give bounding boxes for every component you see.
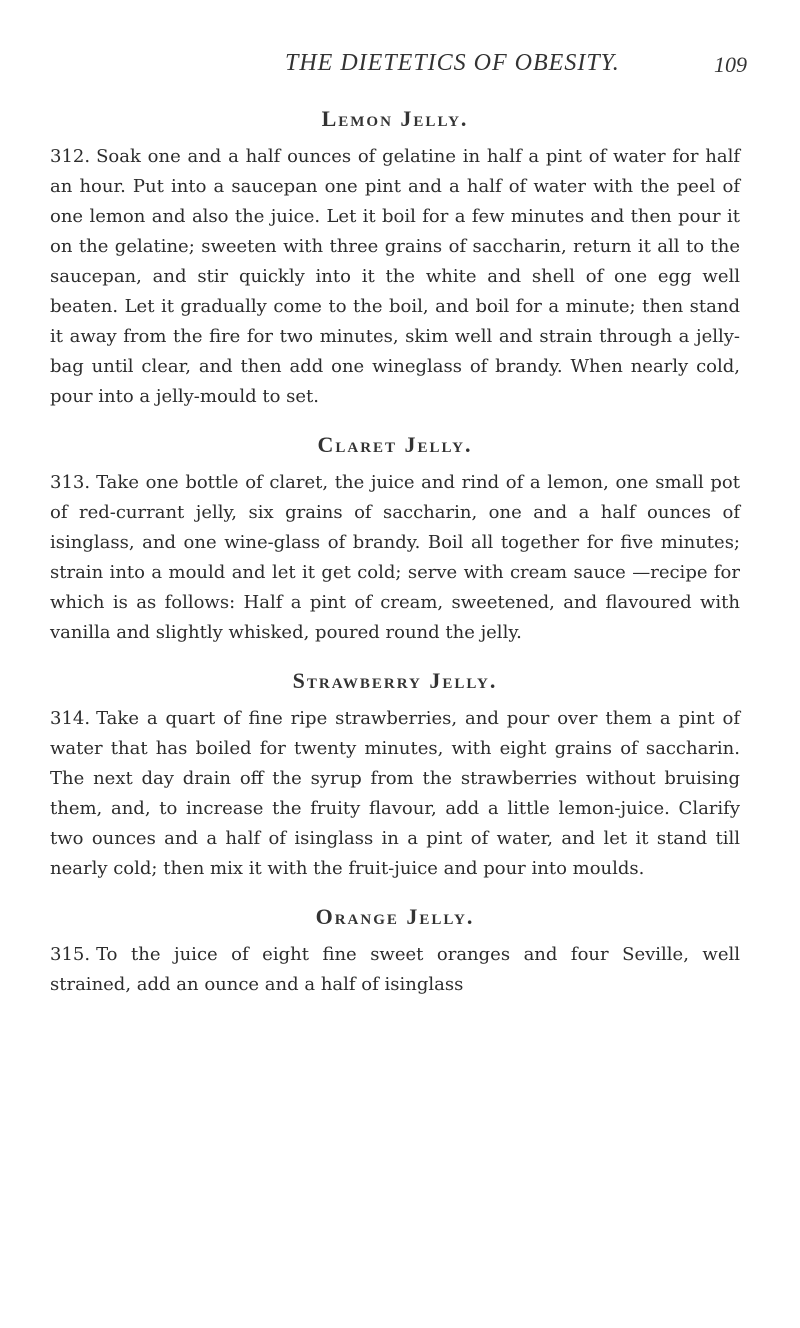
recipe-strawberry-jelly [50, 666, 740, 884]
recipe-instructions: To the juice of eight fine sweet oranges and four Seville, well strained, add an ounce and a half of isinglass [50, 944, 740, 995]
recipe-title: Orange Jelly. [315, 904, 475, 929]
running-title: THE DIETETICS OF OBESITY. [285, 50, 620, 76]
recipe-number: 314. [50, 708, 91, 729]
recipe-text [50, 468, 740, 648]
recipe-instructions: Take a quart of fine ripe strawberries, and pour over them a pint of water that has boiled for twenty minutes, with eight grains of saccharin. The next day drain off the syrup from the strawberries without bruising them, and, to increase the fruity flavour, add a little lemon-juice. Clarify two ounces and a half of isinglass in a pint of water, and let it stand till nearly cold; then mix it with the fruit-juice and pour into moulds. [50, 708, 740, 879]
recipe-number: 313. [50, 472, 91, 493]
recipe-claret-jelly [50, 430, 740, 648]
recipe-text [50, 940, 740, 1000]
recipe-lemon-jelly [50, 104, 740, 412]
recipe-instructions: Take one bottle of claret, the juice and rind of a lemon, one small pot of red-currant jelly, six grains of saccharin, one and a half ounces of isinglass, and one wine-glass of brandy. Boil all together for five minutes; strain into a mould and let it get cold; serve with cream sauce —recipe for which is as follows: Half a pint of cream, sweetened, and flavoured with vanilla and slightly whisked, poured round the jelly. [50, 472, 740, 643]
recipe-text [50, 704, 740, 884]
recipe-title: Strawberry Jelly. [292, 668, 498, 693]
recipe-number: 312. [50, 146, 91, 167]
recipe-instructions: Soak one and a half ounces of gelatine in half a pint of water for half an hour. Put into a saucepan one pint and a half of water with the peel of one lemon and also the juice. Let it boil for a few minutes and then pour it on the gelatine; sweeten with three grains of saccharin, return it all to the saucepan, and stir quickly into it the white and shell of one egg well beaten. Let it gradually come to the boil, and boil for a minute; then stand it away from the fire for two minutes, skim well and strain through a jelly-bag until clear, and then add one wineglass of brandy. When nearly cold, pour into a jelly-mould to set. [50, 146, 740, 407]
recipe-title: Claret Jelly. [317, 432, 473, 457]
recipe-text [50, 142, 740, 412]
page-content [50, 104, 740, 1018]
recipe-title: Lemon Jelly. [321, 106, 469, 131]
running-head [0, 50, 800, 90]
page-number: 109 [714, 52, 747, 77]
recipe-number: 315. [50, 944, 91, 965]
recipe-orange-jelly [50, 902, 740, 1000]
